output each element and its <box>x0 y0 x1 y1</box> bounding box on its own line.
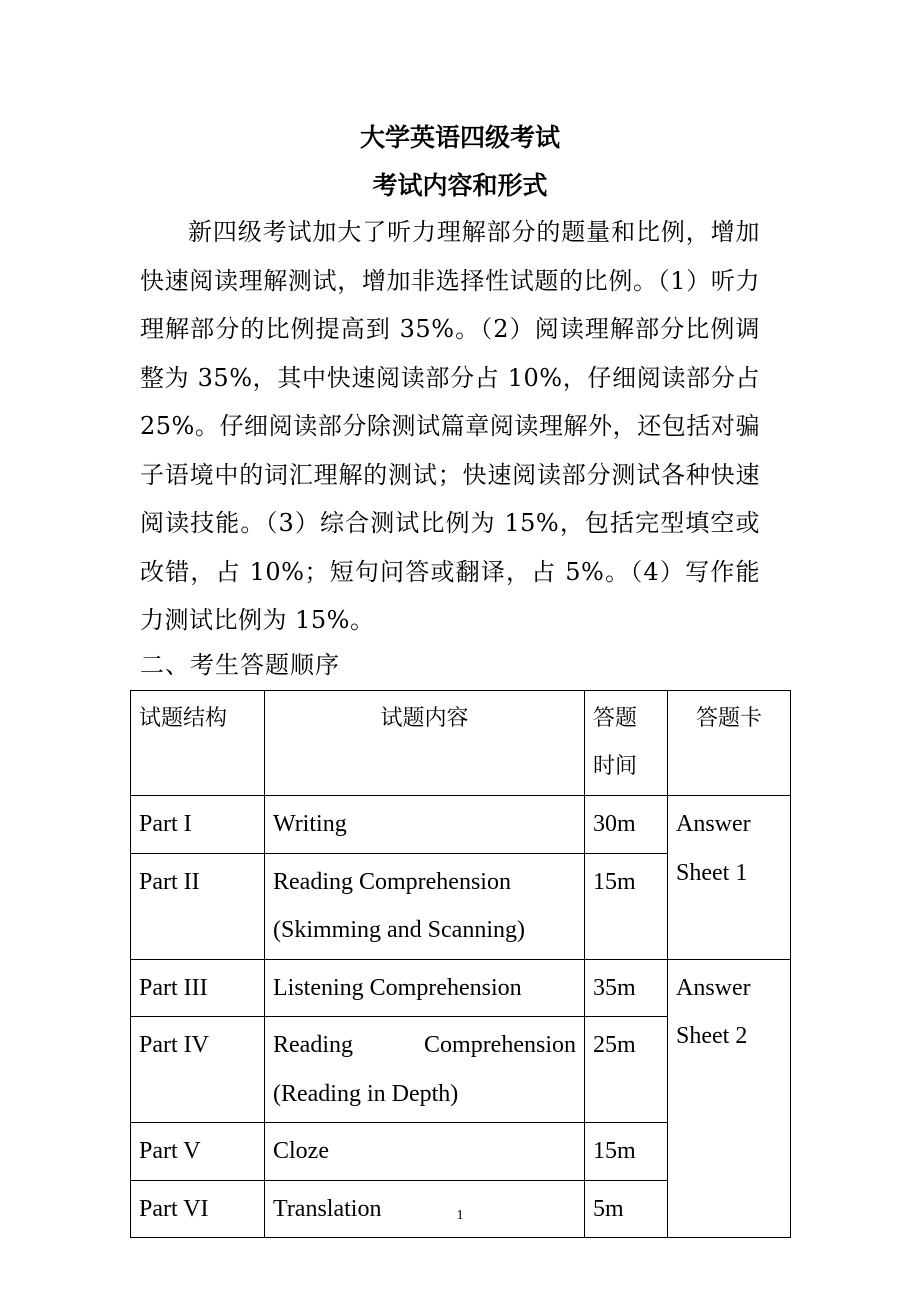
sheet-label-line2: Sheet 2 <box>676 1023 748 1049</box>
time-cell: 5m <box>585 1180 668 1238</box>
time-cell: 15m <box>585 853 668 959</box>
time-cell: 35m <box>585 959 668 1017</box>
exam-order-table <box>130 690 791 1238</box>
part-cell: Part I <box>131 796 265 854</box>
intro-paragraph: 新四级考试加大了听力理解部分的题量和比例，增加快速阅读理解测试，增加非选择性试题的比例。（1）听力理解部分的比例提高到 35%。（2）阅读理解部分比例调整为 35%，其中快速阅读部分占 10%，仔细阅读部分占 25%。仔细阅读部分除测试篇章阅读理解外，还包括对骗子语境中的词汇理解的测试；快速阅读部分测试各种快速阅读技能。（3）综合测试比例为 15%，包括完型填空或改错，占 10%；短句问答或翻译，占 5%。（4）写作能力测试比例为 15%。 <box>140 218 760 634</box>
sheet-label-line2: Sheet 1 <box>676 859 748 886</box>
content-line1: Reading Comprehension <box>273 868 511 895</box>
part-cell: Part V <box>131 1123 265 1181</box>
table-row <box>131 796 791 854</box>
part-cell: Part VI <box>131 1180 265 1238</box>
header-content: 试题内容 <box>265 691 585 796</box>
time-cell: 15m <box>585 1123 668 1181</box>
answer-sheet-cell <box>668 796 791 960</box>
table-header-row <box>131 691 791 796</box>
content-cell <box>265 1017 585 1123</box>
content-line1: Reading Comprehension <box>273 1032 576 1058</box>
table-row <box>131 959 791 1017</box>
part-cell: Part IV <box>131 1017 265 1123</box>
header-structure: 试题结构 <box>131 691 265 796</box>
answer-sheet-cell <box>668 959 791 1238</box>
content-line2: (Skimming and Scanning) <box>273 917 525 943</box>
time-cell: 25m <box>585 1017 668 1123</box>
content-cell: Listening Comprehension <box>265 959 585 1017</box>
content-cell: Translation <box>265 1180 585 1238</box>
part-cell: Part III <box>131 959 265 1017</box>
document-title: 大学英语四级考试 <box>359 123 560 152</box>
section-heading: 二、考生答题顺序 <box>140 651 340 679</box>
header-time <box>585 691 668 796</box>
header-time-line1: 答题 <box>593 706 638 731</box>
time-cell: 30m <box>585 796 668 854</box>
header-card: 答题卡 <box>668 691 791 796</box>
part-cell: Part II <box>131 853 265 959</box>
page-number: 1 <box>456 1208 464 1223</box>
sheet-label-line1: Answer <box>676 974 751 1001</box>
content-cell: Cloze <box>265 1123 585 1181</box>
content-cell: Writing <box>265 796 585 854</box>
document-subtitle: 考试内容和形式 <box>372 171 548 200</box>
sheet-label-line1: Answer <box>676 811 751 837</box>
content-cell <box>265 853 585 959</box>
content-line2: (Reading in Depth) <box>273 1080 459 1107</box>
header-time-line2: 时间 <box>593 754 638 779</box>
